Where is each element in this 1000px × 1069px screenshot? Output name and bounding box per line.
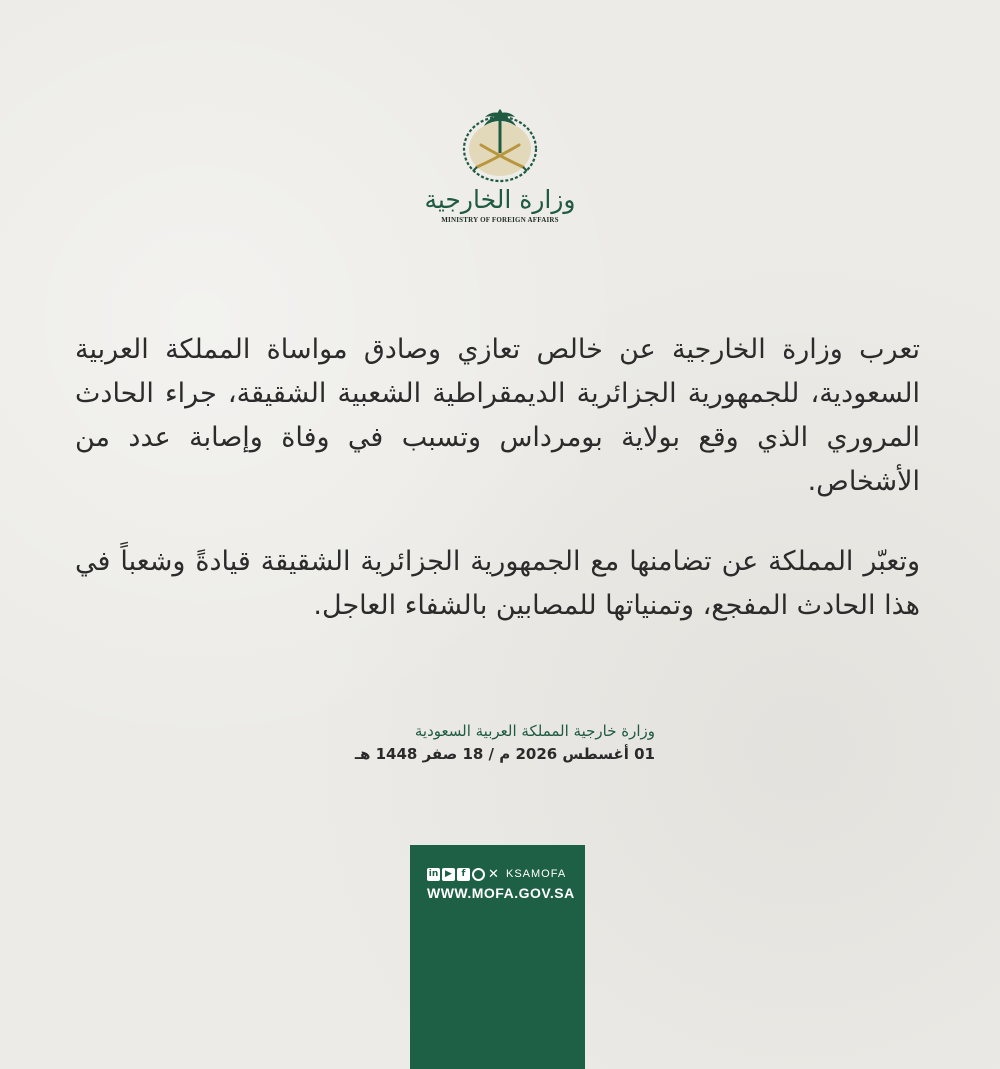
social-links	[427, 866, 566, 882]
statement-paragraph: وتعبّر المملكة عن تضامنها مع الجمهورية الجزائرية الشقيقة قيادةً وشعباً في هذا الحادث المفجع، وتمنياتها للمصابين بالشفاء العاجل.	[75, 546, 920, 621]
linkedin-icon[interactable]: in	[428, 868, 439, 879]
ministry-logo	[420, 105, 580, 250]
website-link[interactable]: WWW.MOFA.GOV.SA	[427, 885, 575, 901]
instagram-icon[interactable]	[472, 868, 485, 881]
issuer-name: وزارة خارجية المملكة العربية السعودية	[414, 722, 655, 740]
statement-date: 01 أغسطس 2026 م / 18 صفر 1448 هـ	[354, 745, 655, 763]
statement-paragraph: تعرب وزارة الخارجية عن خالص تعازي وصادق مواساة المملكة العربية السعودية، للجمهورية الجزائرية الديمقراطية الشعبية الشقيقة، جراء الحادث المروري الذي وقع بولاية بومرداس وتسبب في وفاة وإصابة عدد من الأشخاص.	[75, 334, 920, 497]
youtube-icon[interactable]: ▶	[442, 868, 455, 881]
social-handle: KSAMOFA	[506, 868, 567, 880]
statement-body	[75, 328, 920, 628]
footer-panel	[410, 845, 585, 1069]
signature-block	[300, 720, 655, 766]
logo-english-text: MINISTRY OF FOREIGN AFFAIRS	[441, 216, 559, 224]
saudi-emblem-icon	[455, 105, 545, 183]
logo-arabic-text: وزارة الخارجية	[424, 185, 576, 214]
x-icon[interactable]: ✕	[488, 866, 499, 882]
facebook-icon[interactable]: f	[457, 868, 470, 881]
